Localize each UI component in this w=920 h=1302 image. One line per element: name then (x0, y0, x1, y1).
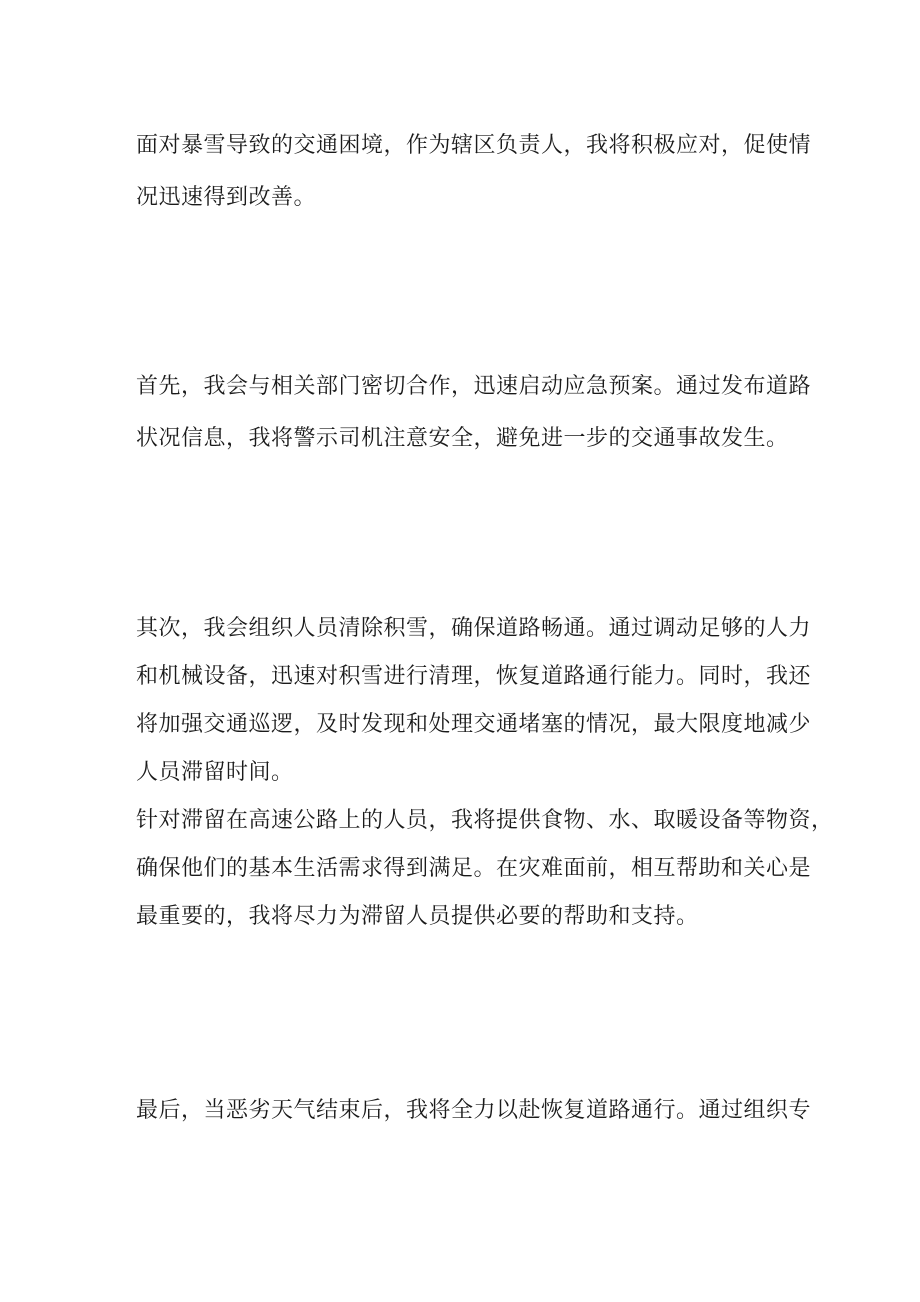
paragraph-3-line-4: 人员滞留时间。 (136, 760, 294, 785)
paragraph-3-line-5: 针对滞留在高速公路上的人员，我将提供食物、水、取暖设备等物资， (136, 808, 834, 833)
paragraph-3-line-6: 确保他们的基本生活需求得到满足。在灾难面前，相互帮助和关心是 (136, 856, 812, 881)
paragraph-2-line-2: 状况信息，我将警示司机注意安全，避免进一步的交通事故发生。 (136, 426, 789, 451)
paragraph-4-line-1: 最后，当恶劣天气结束后，我将全力以赴恢复道路通行。通过组织专 (136, 1098, 812, 1123)
paragraph-1-line-2: 况迅速得到改善。 (136, 185, 317, 210)
paragraph-3-line-7: 最重要的，我将尽力为滞留人员提供必要的帮助和支持。 (136, 904, 699, 929)
paragraph-3-line-3: 将加强交通巡逻，及时发现和处理交通堵塞的情况，最大限度地减少 (136, 712, 812, 737)
paragraph-2-line-1: 首先，我会与相关部门密切合作，迅速启动应急预案。通过发布道路 (136, 374, 812, 399)
paragraph-3-line-2: 和机械设备，迅速对积雪进行清理，恢复道路通行能力。同时，我还 (136, 664, 812, 689)
paragraph-1-line-1: 面对暴雪导致的交通困境，作为辖区负责人，我将积极应对，促使情 (136, 133, 812, 158)
paragraph-3-line-1: 其次，我会组织人员清除积雪，确保道路畅通。通过调动足够的人力 (136, 616, 812, 641)
